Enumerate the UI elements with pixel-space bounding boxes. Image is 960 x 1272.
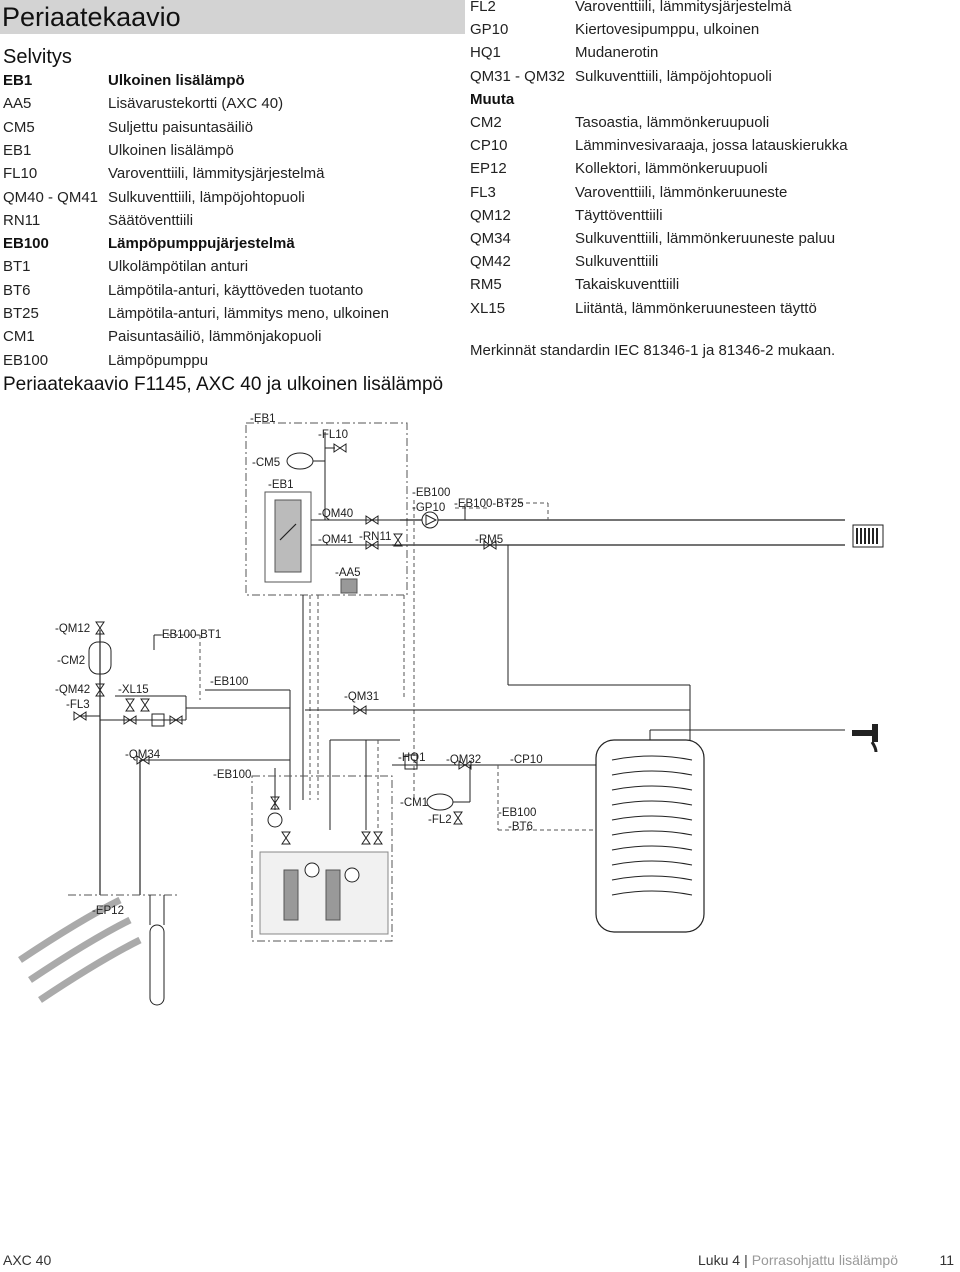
legend-row [470,19,950,41]
footer-product: AXC 40 [3,1252,52,1268]
legend-row [470,228,950,250]
legend-description: Ulkolämpötilan anturi [108,258,249,276]
legend-code: EB1 [3,72,33,89]
legend-row [470,298,950,320]
cp10-tank [596,740,704,932]
footer-subject: Porrasohjattu lisälämpö [751,1252,898,1268]
legend-code: FL10 [3,165,38,183]
legend-description: Kollektori, lämmönkeruupuoli [575,160,768,178]
label-qm41: -QM41 [318,534,354,546]
legend-row [3,256,463,278]
legend-row [470,0,950,18]
legend-code: EB1 [3,141,32,159]
legend-description: Säätöventtiili [108,211,194,229]
label-cp10: -CP10 [510,754,543,766]
legend-code: GP10 [470,21,509,39]
aa5-card [341,579,357,593]
condenser [326,870,340,920]
legend-code: RN11 [3,211,41,229]
label-qm31: -QM31 [344,691,380,703]
legend-code: EB100 [3,351,49,369]
legend-row [3,93,463,115]
label-ep12: -EP12 [92,905,124,917]
legend-row [3,233,463,255]
label-eb1-inner: -EB1 [268,479,294,491]
evaporator [284,870,298,920]
legend-code: HQ1 [470,44,501,62]
label-eb100-top: -EB100 [412,487,451,499]
legend-description: Täyttöventtiili [575,206,663,224]
footer-separator: | [744,1252,748,1268]
legend-row [470,205,950,227]
label-qm32: -QM32 [446,754,482,766]
legend-description: Lämpöpumppujärjestelmä [108,235,295,253]
page-title: Periaatekaavio [0,0,465,34]
legend-row [3,187,463,209]
legend-row [3,303,463,325]
legend-code: CM1 [3,328,35,346]
legend-description: Sulkuventtiili, lämpöjohtopuoli [108,188,305,206]
legend-row [3,140,463,162]
legend-code: FL2 [470,0,496,15]
legend-code: QM40 - QM41 [3,188,99,206]
legend-description: Ulkoinen lisälämpö [108,72,245,89]
legend-description: Lämpöpumppu [108,351,209,369]
label-fl2: -FL2 [428,814,452,826]
legend-row [3,210,463,232]
legend-description: Mudanerotin [575,44,659,62]
legend-code: CP10 [470,137,508,155]
legend-row [470,89,950,111]
legend-description: Tasoastia, lämmönkeruupuoli [575,114,770,131]
legend-code: QM34 [470,230,511,247]
legend-description: Sulkuventtiili, lämpöjohtopuoli [575,67,772,85]
legend-right [470,0,950,326]
legend-code: BT1 [3,258,31,276]
legend-description: Takaiskuventtiili [575,276,680,294]
label-aa5: -AA5 [335,567,361,579]
label-qm34: -QM34 [125,749,161,761]
legend-code: QM31 - QM32 [470,67,566,85]
legend-code: BT6 [3,281,31,299]
legend-description: Lämpötila-anturi, lämmitys meno, ulkoinen [108,305,389,322]
legend-description: Sulkuventtiili [575,253,659,271]
label-cm5: -CM5 [252,457,281,469]
label-eb100-bt25: -EB100-BT25 [454,498,524,510]
footer-chapter: Luku 4 [698,1252,741,1268]
label-eb100-mid: -EB100 [210,676,249,688]
legend-row [470,158,950,180]
label-qm12: -QM12 [55,623,91,635]
legend-description: Paisuntasäiliö, lämmönjakopuoli [108,328,322,346]
section-heading: Selvitys [3,46,72,68]
legend-row [3,350,463,372]
label-xl15: -XL15 [118,684,149,696]
legend-description: Lämpötila-anturi, käyttöveden tuotanto [108,281,364,299]
label-eb1-box: -EB1 [250,413,276,425]
legend-description: Lisävarustekortti (AXC 40) [108,95,284,113]
legend-description: Kiertovesipumppu, ulkoinen [575,21,760,39]
legend-code: FL3 [470,183,496,201]
label-fl3: -FL3 [66,699,90,711]
legend-row [470,135,950,157]
label-hq1: -HQ1 [398,752,426,764]
legend-description: Suljettu paisuntasäiliö [108,118,254,136]
ep12-collector-bore [150,925,164,1005]
legend-row [470,182,950,204]
label-fl10: -FL10 [318,429,349,441]
legend-code: BT25 [3,305,39,322]
page-footer [0,1250,960,1272]
diagram-title: Periaatekaavio F1145, AXC 40 ja ulkoinen lisälämpö [3,374,444,395]
legend-code: RM5 [470,276,502,294]
legend-left [3,70,463,370]
legend-code: QM12 [470,206,511,224]
label-rm5: -RM5 [475,534,504,546]
heat-pump-core [260,852,388,934]
label-rn11: -RN11 [359,531,392,543]
legend-description: Lämminvesivaraaja, jossa latauskierukka [575,137,848,155]
label-cm1: -CM1 [400,797,429,809]
label-gp10: -GP10 [412,502,446,514]
label-eb100-unit: -EB100 [213,769,252,781]
legend-row [470,42,950,64]
legend-description: Sulkuventtiili, lämmönkeruuneste paluu [575,230,836,247]
legend-row [470,274,950,296]
legend-description: Ulkoinen lisälämpö [108,141,234,159]
label-qm40: -QM40 [318,508,354,520]
cm5-vessel [287,453,313,469]
legend-row [470,251,950,273]
standard-note: Merkinnät standardin IEC 81346-1 ja 81346-2 mukaan. [470,342,836,359]
legend-row [3,326,463,348]
legend-code: AA5 [3,95,32,113]
legend-description: Liitäntä, lämmönkeruunesteen täyttö [575,299,817,317]
footer-page-number: 11 [939,1252,954,1268]
hp-pump [268,813,282,827]
legend-code: QM42 [470,253,511,271]
legend-row [3,280,463,302]
legend-code: EP12 [470,160,507,178]
label-qm42: -QM42 [55,684,91,696]
label-eb100-bt6-b: -BT6 [508,821,533,833]
cm1-vessel [427,794,453,810]
legend-description: Varoventtiili, lämmönkeruuneste [575,183,788,201]
footer-chapter-line [698,1252,898,1268]
schematic-diagram [0,400,960,1250]
label-eb100-bt6-a: -EB100 [498,807,537,819]
legend-row [3,163,463,185]
legend-description: Varoventtiili, lämmitysjärjestelmä [575,0,792,15]
legend-description: Varoventtiili, lämmitysjärjestelmä [108,165,325,183]
legend-row [3,117,463,139]
compressor [305,863,319,877]
eb1-heater-element [275,500,301,572]
legend-code: EB100 [3,235,49,253]
label-eb100-bt1: -EB100-BT1 [158,629,222,641]
legend-row [470,66,950,88]
legend-code: XL15 [470,299,506,317]
tap-icon [852,724,878,742]
legend-code: CM2 [470,114,502,131]
legend-code: Muuta [470,90,515,108]
legend-row [3,70,463,92]
legend-code: CM5 [3,118,35,136]
legend-row [470,112,950,134]
label-cm2: -CM2 [57,655,86,667]
